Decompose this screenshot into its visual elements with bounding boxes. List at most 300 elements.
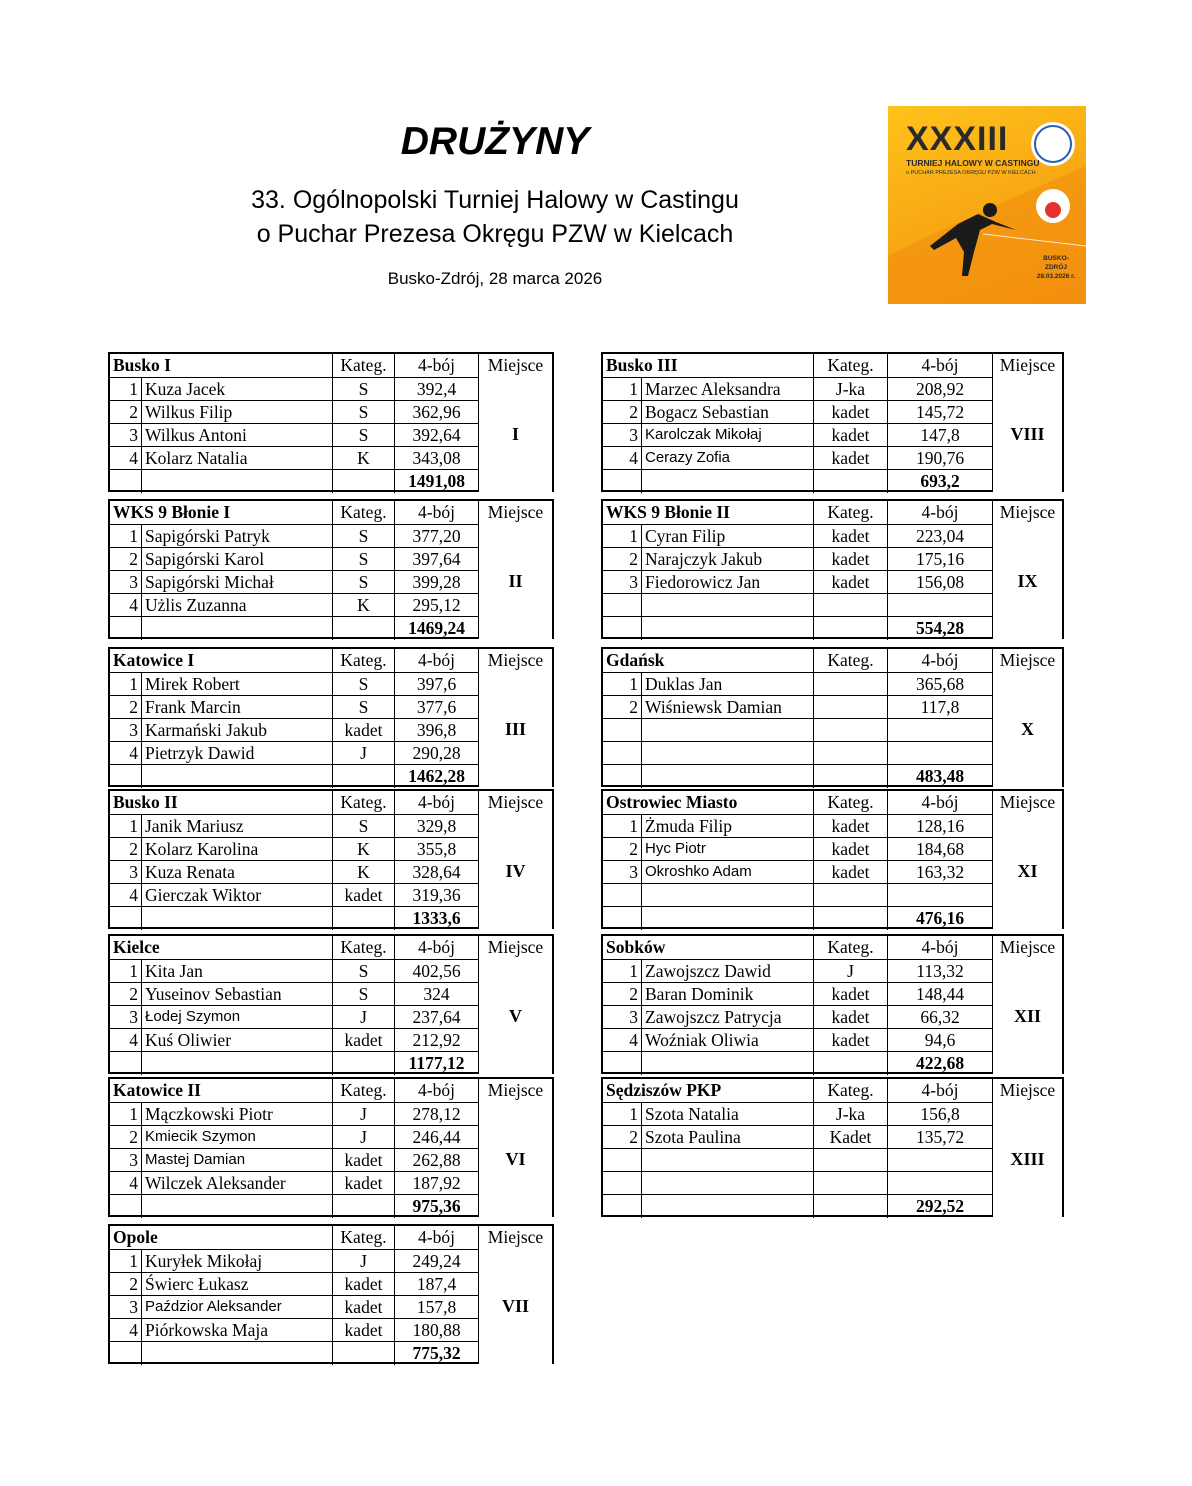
member-name: [641, 1149, 813, 1172]
member-score: 147,8: [887, 424, 992, 447]
category-header: Kateg.: [813, 791, 887, 814]
team-name: Busko I: [113, 355, 171, 375]
member-name: Frank Marcin: [141, 696, 332, 719]
member-name: Kmiecik Szymon: [141, 1126, 332, 1149]
member-score: 329,8: [394, 815, 478, 838]
member-category: S: [332, 696, 394, 719]
team-name: Sobków: [606, 937, 666, 957]
member-number: 2: [129, 1274, 138, 1294]
member-name: Kolarz Natalia: [141, 447, 332, 470]
team-total: 422,68: [887, 1052, 992, 1075]
member-score: 399,28: [394, 571, 478, 594]
member-number: 4: [129, 885, 138, 905]
team-header-row: [110, 1079, 552, 1102]
member-score: 157,8: [394, 1296, 478, 1319]
member-score: 223,04: [887, 525, 992, 548]
category-header: Kateg.: [813, 936, 887, 959]
team-table: [601, 352, 1064, 492]
team-name: Gdańsk: [606, 650, 665, 670]
total-blank: [110, 1342, 141, 1365]
total-blank: [332, 1342, 394, 1365]
member-number: 1: [629, 961, 638, 981]
category-header: Kateg.: [813, 354, 887, 377]
member-category: kadet: [332, 1149, 394, 1172]
member-number: 2: [129, 697, 138, 717]
team-table: [108, 789, 554, 929]
member-score: 212,92: [394, 1029, 478, 1052]
member-name: Wilczek Aleksander: [141, 1172, 332, 1195]
member-name: Mirek Robert: [141, 673, 332, 696]
team-header-row: [110, 354, 552, 377]
member-score: 237,64: [394, 1006, 478, 1029]
category-header: Kateg.: [332, 791, 394, 814]
member-category: [813, 594, 887, 617]
member-number: 2: [129, 549, 138, 569]
team-place: XI: [992, 814, 1062, 929]
category-header: Kateg.: [332, 501, 394, 524]
member-score: 148,44: [887, 983, 992, 1006]
member-category: J: [332, 1126, 394, 1149]
member-category: S: [332, 815, 394, 838]
member-score: 190,76: [887, 447, 992, 470]
team-place: V: [478, 959, 552, 1074]
team-total: 476,16: [887, 907, 992, 930]
member-number: 1: [129, 379, 138, 399]
member-number: 3: [629, 1007, 638, 1027]
member-score: [887, 742, 992, 765]
member-number: 1: [129, 526, 138, 546]
member-name: Kolarz Karolina: [141, 838, 332, 861]
member-score: 397,64: [394, 548, 478, 571]
place-header: Miejsce: [478, 501, 552, 524]
member-name: Łodej Szymon: [141, 1006, 332, 1029]
member-category: kadet: [813, 548, 887, 571]
total-blank: [110, 907, 141, 930]
member-number: 3: [129, 425, 138, 445]
member-number: 1: [629, 379, 638, 399]
member-category: [813, 1149, 887, 1172]
team-table: [108, 1077, 554, 1217]
total-blank: [332, 907, 394, 930]
team-header-row: [603, 354, 1062, 377]
member-category: [813, 742, 887, 765]
place-date: Busko-Zdrój, 28 marca 2026: [387, 269, 603, 288]
team-header-row: [110, 501, 552, 524]
score-header: 4-bój: [394, 1079, 478, 1102]
member-category: K: [332, 594, 394, 617]
member-category: S: [332, 378, 394, 401]
member-name: Yuseinov Sebastian: [141, 983, 332, 1006]
member-score: 128,16: [887, 815, 992, 838]
member-category: K: [332, 447, 394, 470]
member-category: kadet: [813, 861, 887, 884]
team-header-row: [110, 649, 552, 672]
member-category: J: [332, 742, 394, 765]
member-name: Cerazy Zofia: [641, 447, 813, 470]
poster-date: BUSKO-ZDRÓJ 28.03.2026 r.: [1036, 255, 1076, 280]
member-category: J: [332, 1103, 394, 1126]
total-blank: [332, 470, 394, 493]
member-name: Kuza Jacek: [141, 378, 332, 401]
team-header-row: [603, 501, 1062, 524]
score-header: 4-bój: [394, 501, 478, 524]
member-name: Karolczak Mikołaj: [641, 424, 813, 447]
member-number: 1: [629, 1104, 638, 1124]
member-name: Użlis Zuzanna: [141, 594, 332, 617]
total-blank: [603, 765, 641, 788]
team-header-row: [110, 1226, 552, 1249]
member-number: 3: [629, 425, 638, 445]
score-header: 4-bój: [887, 501, 992, 524]
poster-line-2: o PUCHAR PREZESA OKRĘGU PZW W KIELCACH: [906, 170, 1036, 176]
team-name: Katowice II: [113, 1080, 201, 1100]
member-score: 135,72: [887, 1126, 992, 1149]
member-score: 113,32: [887, 960, 992, 983]
member-number: 1: [629, 816, 638, 836]
member-name: Kuryłek Mikołaj: [141, 1250, 332, 1273]
team-name: Busko II: [113, 792, 178, 812]
member-score: 117,8: [887, 696, 992, 719]
member-number: 2: [129, 402, 138, 422]
place-header: Miejsce: [478, 1226, 552, 1249]
member-category: kadet: [332, 719, 394, 742]
member-name: [641, 1172, 813, 1195]
member-score: 278,12: [394, 1103, 478, 1126]
score-header: 4-bój: [394, 791, 478, 814]
member-name: Hyc Piotr: [641, 838, 813, 861]
team-table: [108, 1224, 554, 1364]
total-blank: [641, 470, 813, 493]
member-number: [603, 1149, 641, 1172]
total-blank: [110, 1195, 141, 1218]
member-number: [603, 1172, 641, 1195]
place-header: Miejsce: [478, 936, 552, 959]
team-table: [108, 934, 554, 1074]
member-number: [603, 594, 641, 617]
member-name: Kuś Oliwier: [141, 1029, 332, 1052]
member-category: K: [332, 861, 394, 884]
team-name: Katowice I: [113, 650, 195, 670]
team-place: II: [478, 524, 552, 639]
team-total: 292,52: [887, 1195, 992, 1218]
member-name: Karmański Jakub: [141, 719, 332, 742]
member-category: S: [332, 548, 394, 571]
category-header: Kateg.: [813, 649, 887, 672]
member-number: [603, 742, 641, 765]
member-number: 2: [629, 984, 638, 1004]
member-name: Kuza Renata: [141, 861, 332, 884]
member-name: Zawojszcz Dawid: [641, 960, 813, 983]
member-score: [887, 594, 992, 617]
member-number: 3: [629, 862, 638, 882]
team-name: Kielce: [113, 937, 160, 957]
team-place: IV: [478, 814, 552, 929]
total-blank: [141, 1052, 332, 1075]
member-category: kadet: [813, 525, 887, 548]
team-total: 1462,28: [394, 765, 478, 788]
team-table: [108, 352, 554, 492]
member-number: 1: [129, 816, 138, 836]
place-header: Miejsce: [478, 649, 552, 672]
member-number: 3: [129, 720, 138, 740]
member-name: [641, 742, 813, 765]
total-blank: [332, 765, 394, 788]
member-name: Cyran Filip: [641, 525, 813, 548]
member-name: Wilkus Antoni: [141, 424, 332, 447]
member-score: [887, 1172, 992, 1195]
member-score: [887, 1149, 992, 1172]
member-score: 343,08: [394, 447, 478, 470]
member-number: [603, 719, 641, 742]
member-category: kadet: [813, 838, 887, 861]
member-name: Piórkowska Maja: [141, 1319, 332, 1342]
member-score: 187,4: [394, 1273, 478, 1296]
member-name: [641, 594, 813, 617]
team-total: 1491,08: [394, 470, 478, 493]
member-name: Wiśniewsk Damian: [641, 696, 813, 719]
member-category: S: [332, 960, 394, 983]
team-table: [601, 499, 1064, 639]
team-header-row: [603, 791, 1062, 814]
member-score: 262,88: [394, 1149, 478, 1172]
category-header: Kateg.: [332, 1226, 394, 1249]
member-number: 2: [129, 1127, 138, 1147]
score-header: 4-bój: [887, 791, 992, 814]
total-blank: [813, 1195, 887, 1218]
member-number: 4: [129, 448, 138, 468]
team-table: [601, 789, 1064, 929]
place-header: Miejsce: [992, 354, 1062, 377]
team-place: VI: [478, 1102, 552, 1217]
member-name: Sapigórski Michał: [141, 571, 332, 594]
member-name: [641, 884, 813, 907]
member-category: kadet: [813, 1029, 887, 1052]
team-total: 554,28: [887, 617, 992, 640]
member-score: 187,92: [394, 1172, 478, 1195]
member-score: 392,4: [394, 378, 478, 401]
member-name: Wilkus Filip: [141, 401, 332, 424]
member-number: 1: [129, 1251, 138, 1271]
team-header-row: [603, 649, 1062, 672]
team-total: 1469,24: [394, 617, 478, 640]
place-header: Miejsce: [992, 791, 1062, 814]
team-header-row: [110, 791, 552, 814]
member-number: 4: [129, 1173, 138, 1193]
member-category: J: [813, 960, 887, 983]
member-category: J: [332, 1250, 394, 1273]
score-header: 4-bój: [394, 936, 478, 959]
total-blank: [603, 907, 641, 930]
member-score: 246,44: [394, 1126, 478, 1149]
team-place: VII: [478, 1249, 552, 1364]
member-score: 175,16: [887, 548, 992, 571]
event-poster: [888, 106, 1086, 304]
member-category: S: [332, 673, 394, 696]
team-header-row: [603, 1079, 1062, 1102]
member-category: J: [332, 1006, 394, 1029]
page-title: DRUŻYNY: [400, 120, 590, 163]
member-score: 163,32: [887, 861, 992, 884]
member-number: 2: [129, 984, 138, 1004]
score-header: 4-bój: [394, 649, 478, 672]
member-category: J-ka: [813, 378, 887, 401]
place-header: Miejsce: [992, 649, 1062, 672]
team-place: X: [992, 672, 1062, 787]
member-score: 180,88: [394, 1319, 478, 1342]
member-score: 156,8: [887, 1103, 992, 1126]
member-category: kadet: [813, 815, 887, 838]
team-table: [108, 647, 554, 787]
member-score: 208,92: [887, 378, 992, 401]
member-name: Marzec Aleksandra: [641, 378, 813, 401]
member-score: 94,6: [887, 1029, 992, 1052]
member-name: Szota Paulina: [641, 1126, 813, 1149]
team-total: 775,32: [394, 1342, 478, 1365]
member-number: 3: [629, 572, 638, 592]
total-blank: [332, 1052, 394, 1075]
member-name: Paździor Aleksander: [141, 1296, 332, 1319]
category-header: Kateg.: [332, 354, 394, 377]
member-category: kadet: [332, 1319, 394, 1342]
score-header: 4-bój: [394, 1226, 478, 1249]
member-score: 295,12: [394, 594, 478, 617]
member-number: 1: [629, 674, 638, 694]
team-place: XII: [992, 959, 1062, 1074]
score-header: 4-bój: [887, 1079, 992, 1102]
score-header: 4-bój: [887, 354, 992, 377]
total-blank: [110, 1052, 141, 1075]
member-category: [813, 696, 887, 719]
total-blank: [141, 617, 332, 640]
member-category: S: [332, 401, 394, 424]
team-total: 1177,12: [394, 1052, 478, 1075]
score-header: 4-bój: [887, 649, 992, 672]
total-blank: [141, 470, 332, 493]
team-table: [601, 1077, 1064, 1217]
team-name: Opole: [113, 1227, 158, 1247]
member-number: 3: [129, 1007, 138, 1027]
team-total: 693,2: [887, 470, 992, 493]
poster-line-1: TURNIEJ HALOWY W CASTINGU: [906, 158, 1040, 168]
member-name: Baran Dominik: [641, 983, 813, 1006]
team-name: Ostrowiec Miasto: [606, 792, 738, 812]
total-blank: [641, 1052, 813, 1075]
category-header: Kateg.: [332, 936, 394, 959]
total-blank: [813, 1052, 887, 1075]
member-name: [641, 719, 813, 742]
category-header: Kateg.: [332, 1079, 394, 1102]
member-score: 328,64: [394, 861, 478, 884]
member-number: 4: [129, 1320, 138, 1340]
member-name: Zawojszcz Patrycja: [641, 1006, 813, 1029]
total-blank: [603, 617, 641, 640]
team-name: Sędziszów PKP: [606, 1080, 722, 1100]
member-category: kadet: [332, 1172, 394, 1195]
member-name: Kita Jan: [141, 960, 332, 983]
member-score: 66,32: [887, 1006, 992, 1029]
member-category: S: [332, 424, 394, 447]
member-name: Świerc Łukasz: [141, 1273, 332, 1296]
member-category: kadet: [332, 1029, 394, 1052]
member-score: 377,6: [394, 696, 478, 719]
category-header: Kateg.: [813, 1079, 887, 1102]
member-name: Okroshko Adam: [641, 861, 813, 884]
member-number: 2: [629, 549, 638, 569]
member-category: [813, 884, 887, 907]
team-total: 483,48: [887, 765, 992, 788]
member-number: 4: [629, 1030, 638, 1050]
member-name: Sapigórski Karol: [141, 548, 332, 571]
total-blank: [813, 617, 887, 640]
member-number: 1: [629, 526, 638, 546]
member-category: kadet: [813, 424, 887, 447]
team-place: VIII: [992, 377, 1062, 492]
category-header: Kateg.: [332, 649, 394, 672]
member-category: kadet: [332, 1273, 394, 1296]
place-header: Miejsce: [992, 501, 1062, 524]
member-number: 1: [129, 674, 138, 694]
team-name: WKS 9 Błonie II: [606, 502, 730, 522]
member-category: kadet: [332, 884, 394, 907]
total-blank: [603, 470, 641, 493]
team-place: I: [478, 377, 552, 492]
member-score: 184,68: [887, 838, 992, 861]
total-blank: [641, 617, 813, 640]
member-category: S: [332, 571, 394, 594]
total-blank: [141, 1195, 332, 1218]
member-score: 392,64: [394, 424, 478, 447]
team-place: XIII: [992, 1102, 1062, 1217]
place-header: Miejsce: [478, 354, 552, 377]
total-blank: [332, 617, 394, 640]
member-name: Duklas Jan: [641, 673, 813, 696]
member-number: 4: [129, 743, 138, 763]
member-name: Bogacz Sebastian: [641, 401, 813, 424]
member-number: 2: [629, 402, 638, 422]
member-number: [603, 884, 641, 907]
total-blank: [641, 907, 813, 930]
team-place: III: [478, 672, 552, 787]
member-number: 4: [129, 1030, 138, 1050]
total-blank: [813, 907, 887, 930]
member-category: kadet: [813, 1006, 887, 1029]
member-category: [813, 673, 887, 696]
member-category: S: [332, 525, 394, 548]
member-score: 365,68: [887, 673, 992, 696]
member-number: 2: [629, 697, 638, 717]
member-score: 145,72: [887, 401, 992, 424]
team-total: 1333,6: [394, 907, 478, 930]
member-score: 397,6: [394, 673, 478, 696]
member-name: Woźniak Oliwia: [641, 1029, 813, 1052]
member-name: Gierczak Wiktor: [141, 884, 332, 907]
score-header: 4-bój: [394, 354, 478, 377]
member-name: Szota Natalia: [641, 1103, 813, 1126]
category-header: Kateg.: [813, 501, 887, 524]
member-name: Mastej Damian: [141, 1149, 332, 1172]
member-number: 4: [629, 448, 638, 468]
member-score: [887, 719, 992, 742]
poster-number: XXXIII: [906, 120, 1009, 158]
member-score: 156,08: [887, 571, 992, 594]
member-score: 290,28: [394, 742, 478, 765]
member-score: 319,36: [394, 884, 478, 907]
member-name: Sapigórski Patryk: [141, 525, 332, 548]
member-number: 4: [129, 595, 138, 615]
subtitle-line-1: 33. Ogólnopolski Turniej Halowy w Castingu: [251, 186, 739, 214]
member-name: Janik Mariusz: [141, 815, 332, 838]
total-blank: [110, 617, 141, 640]
